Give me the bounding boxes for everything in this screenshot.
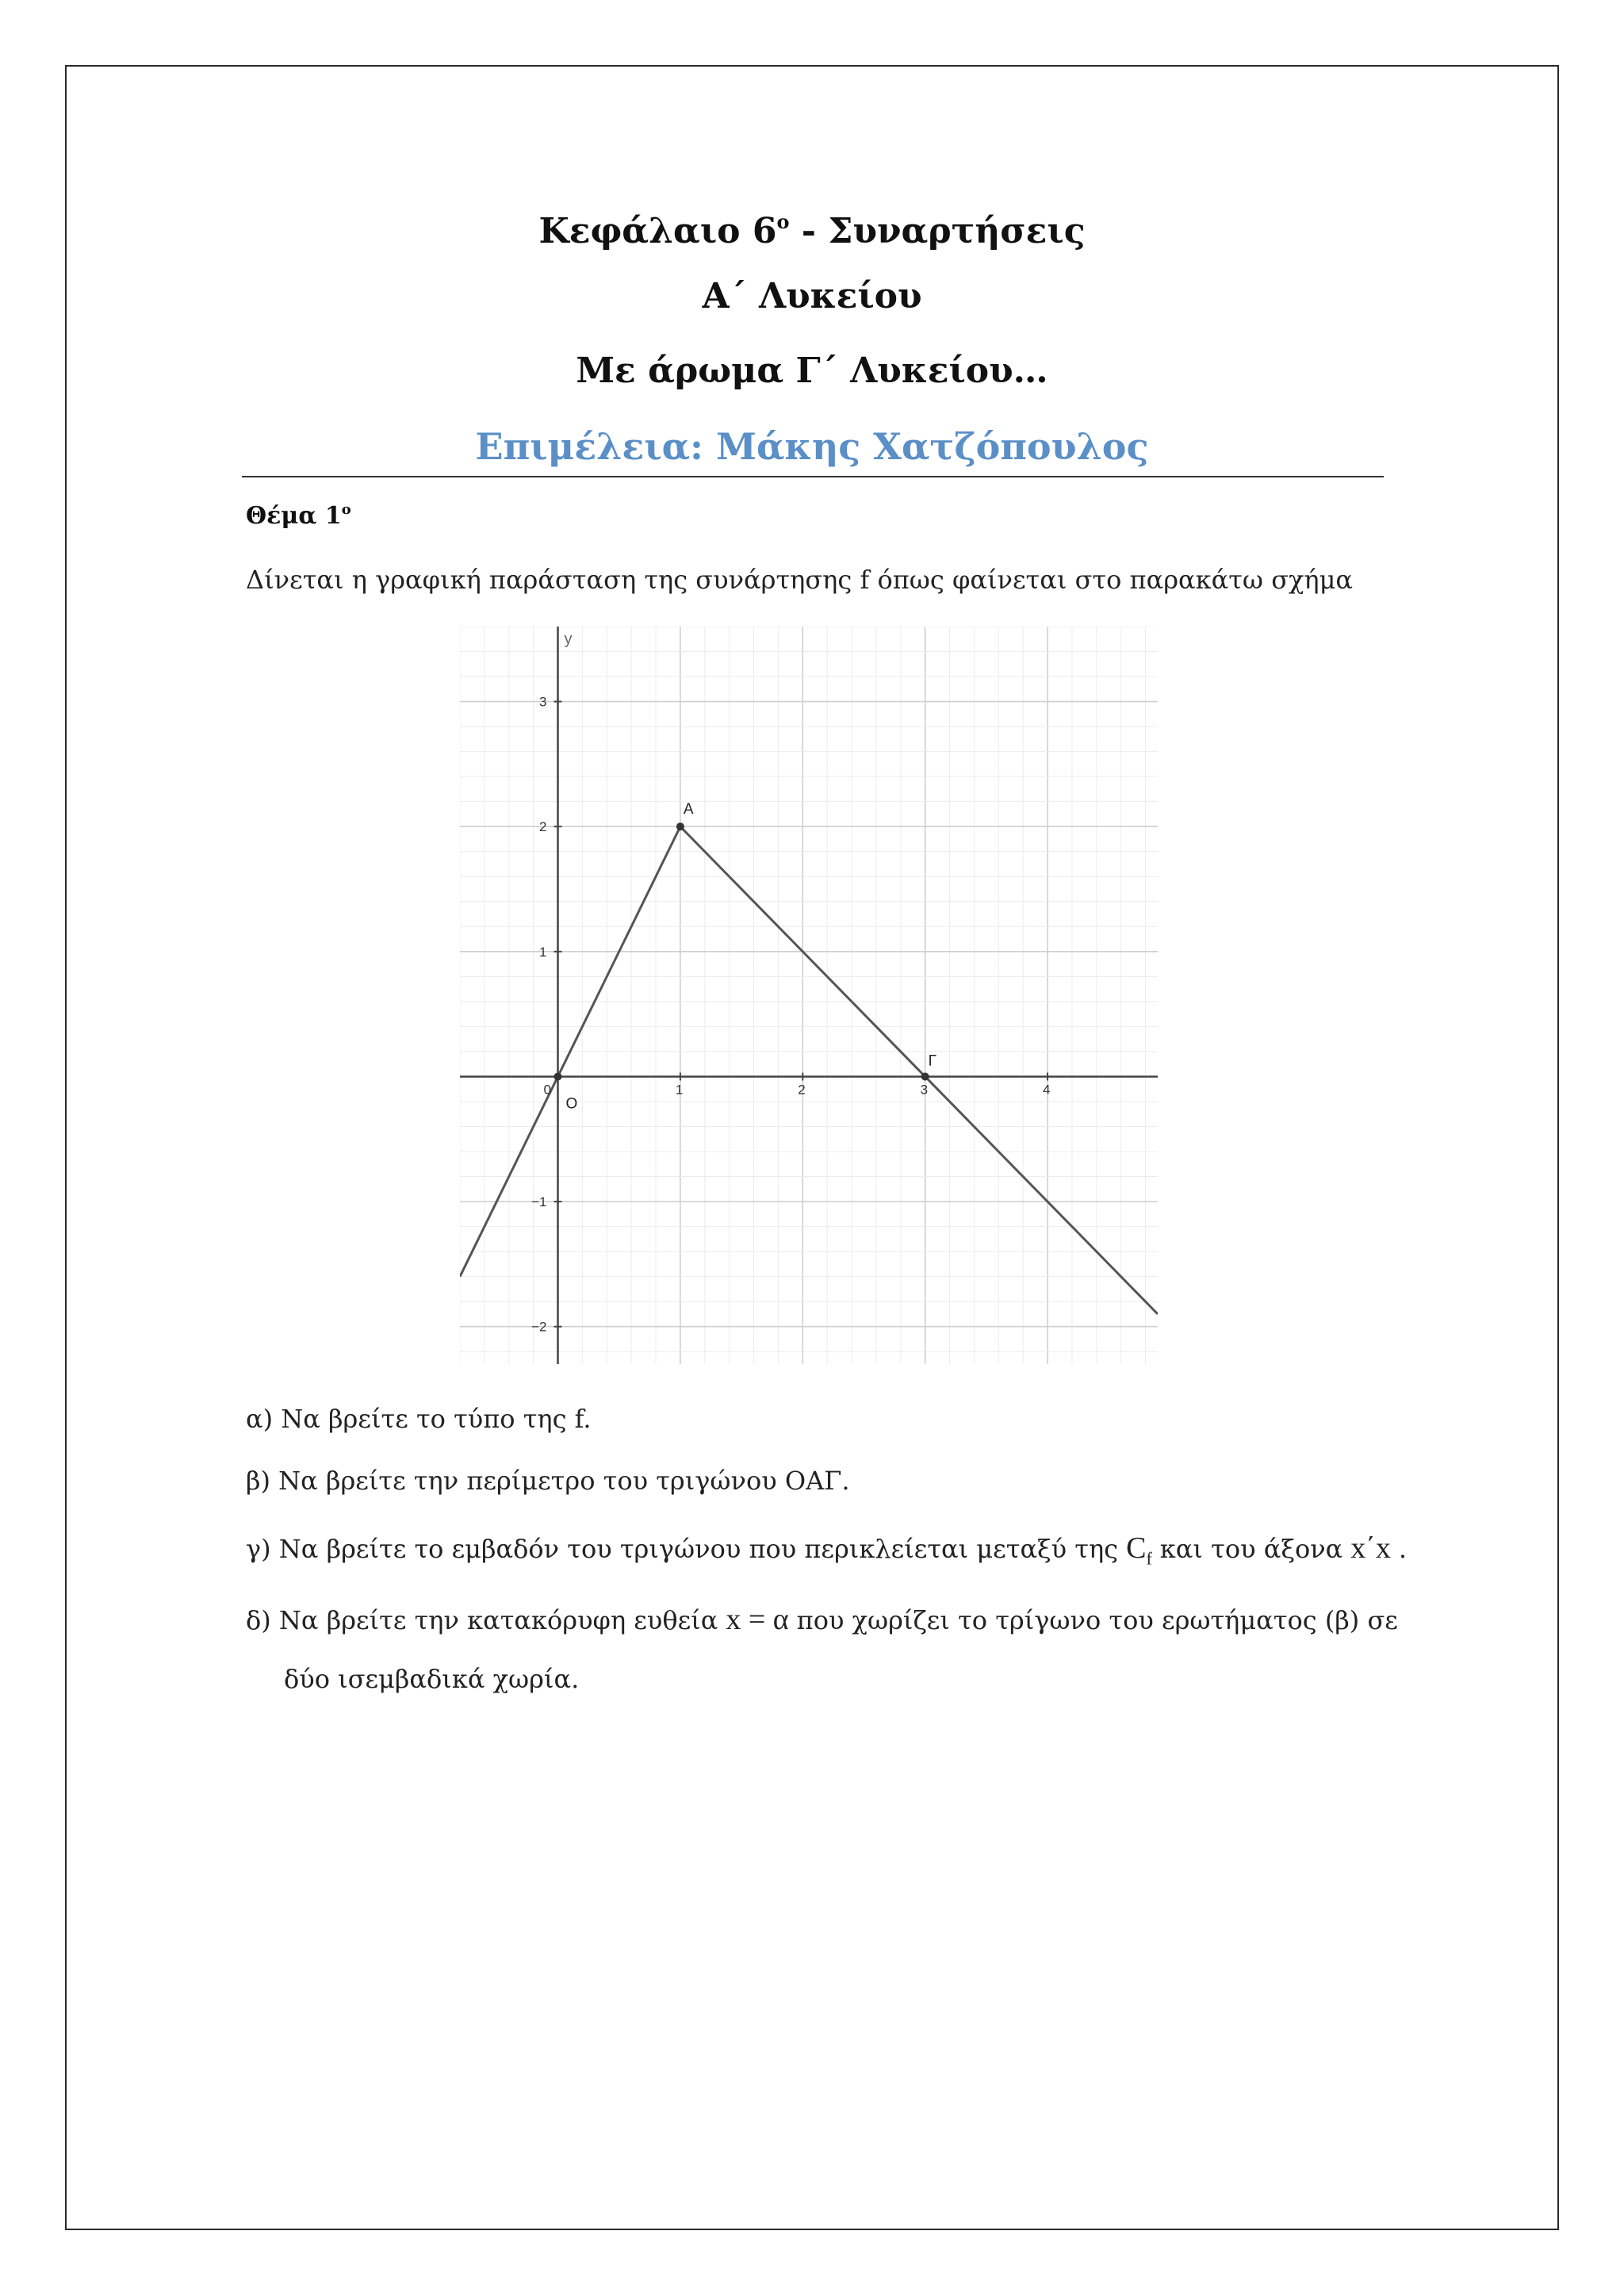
header-divider: [242, 476, 1384, 477]
y-tick-label: −2: [531, 1319, 547, 1335]
question-d-continuation: δύο ισεμβαδικά χωρία.: [284, 1664, 580, 1694]
question-a: α) Να βρείτε το τύπο της f.: [246, 1404, 592, 1434]
point-marker: [554, 1072, 562, 1080]
question-c: γ) Να βρείτε το εμβαδόν του τριγώνου που περικλείεται μεταξύ της $C_f$ και του άξονα x΄x .: [246, 1531, 1408, 1569]
y-tick-label: 1: [539, 944, 547, 960]
point-marker: [676, 822, 684, 830]
axes: [460, 627, 1158, 1364]
x-tick-label: 3: [920, 1082, 929, 1098]
labels: [531, 631, 1050, 1335]
class-line: Α΄ Λυκείου: [702, 276, 922, 316]
flavor-line: Με άρωμα Γ΄ Λυκείου…: [576, 351, 1048, 391]
chapter-title: Κεφάλαιο $6^o$ - Συναρτήσεις: [538, 210, 1086, 251]
y-axis-label: y: [564, 631, 573, 648]
line-equation: x = α: [726, 1603, 789, 1636]
point-label: Γ: [928, 1052, 937, 1070]
point-label: O: [565, 1095, 578, 1113]
topic-intro: Δίνεται η γραφική παράσταση της συνάρτησης f όπως φαίνεται στο παρακάτω σχήμα: [246, 565, 1353, 595]
topic-heading: Θέμα $1^o$: [246, 501, 351, 530]
y-tick-label: −1: [531, 1194, 547, 1210]
curve-symbol: $C_f$: [1126, 1531, 1152, 1569]
editor-line: Επιμέλεια: Μάκης Χατζόπουλος: [475, 425, 1149, 468]
axis-symbol: x΄x: [1350, 1531, 1391, 1565]
question-d: δ) Να βρείτε την κατακόρυφη ευθεία x = α που χωρίζει το τρίγωνο του ερωτήματος (β) σε: [246, 1603, 1398, 1636]
point-label: A: [683, 801, 694, 818]
x-tick-label: 0: [543, 1082, 551, 1098]
point-marker: [921, 1072, 929, 1080]
y-tick-label: 3: [539, 694, 547, 710]
grid: [460, 627, 1158, 1364]
y-tick-label: 2: [539, 819, 547, 835]
x-tick-label: 2: [798, 1082, 806, 1098]
function-line: [460, 826, 1158, 1314]
x-tick-label: 4: [1043, 1082, 1051, 1098]
series: [460, 822, 1158, 1314]
question-b: β) Να βρείτε την περίμετρο του τριγώνου ΟΑΓ.: [246, 1466, 850, 1496]
x-tick-label: 1: [675, 1082, 684, 1098]
function-graph: [460, 627, 1158, 1364]
